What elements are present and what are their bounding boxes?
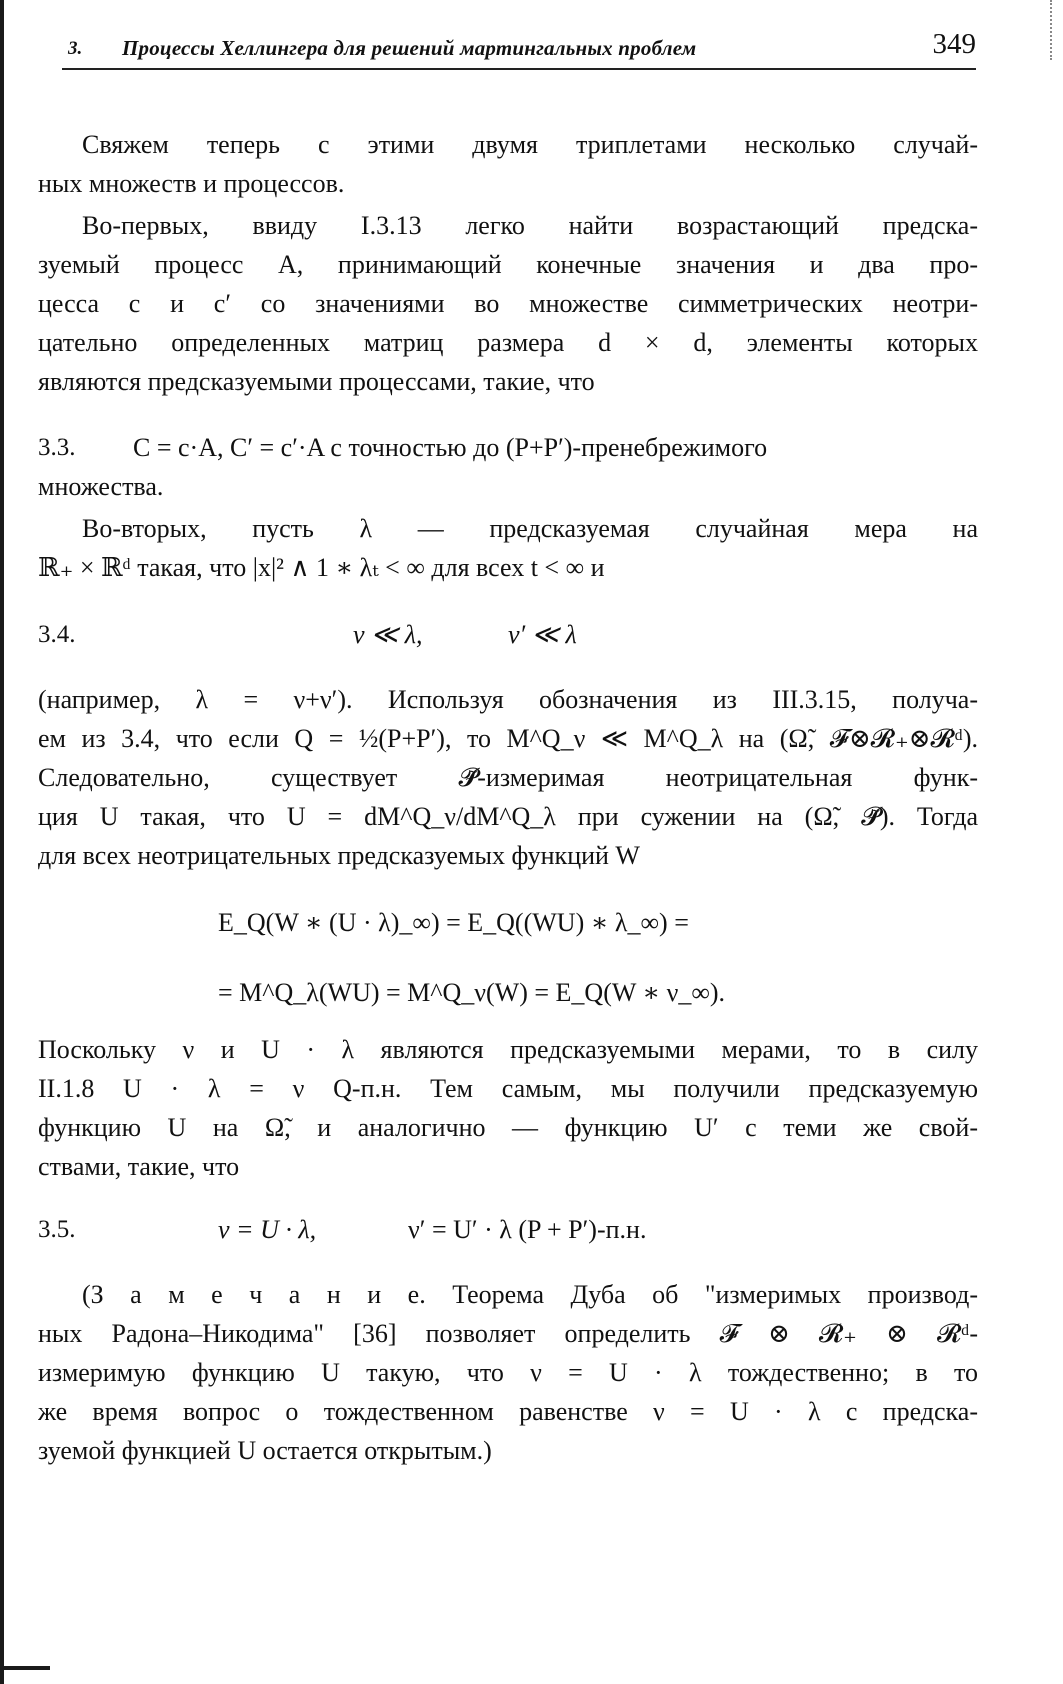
header-rule	[62, 68, 976, 70]
display-equation-2: = M^Q_λ(WU) = M^Q_ν(W) = E_Q(W ∗ ν_∞).	[218, 978, 726, 1007]
text-line: для всех неотрицательных предсказуемых функций W	[38, 841, 640, 870]
text-line: II.1.8 U · λ = ν Q-п.н. Тем самым, мы получили предсказуемую	[38, 1074, 978, 1103]
remark-line: измеримую функцию U такую, что ν = U · λ тождественно; в то	[38, 1358, 978, 1387]
text-line: множества.	[38, 472, 164, 501]
equation-3-4-right: ν′ ≪ λ	[508, 620, 577, 649]
text-line: цательно определенных матриц размера d × d, элементы которых	[38, 328, 978, 357]
equation-3-5-right: ν′ = U′ · λ (P + P′)-п.н.	[408, 1215, 647, 1244]
text-line: Во-первых, ввиду I.3.13 легко найти возрастающий предска-	[82, 211, 978, 240]
scan-edge-dots	[1050, 0, 1055, 60]
text-line: являются предсказуемыми процессами, такие, что	[38, 367, 595, 396]
text-line: Во-вторых, пусть λ — предсказуемая случайная мера на	[82, 514, 978, 543]
text-line: ных множеств и процессов.	[38, 169, 345, 198]
equation-label-3-4: 3.4.	[38, 621, 76, 648]
equation-3-5-left: ν = U · λ,	[218, 1215, 317, 1244]
text-line: ция U такая, что U = dM^Q_ν/dM^Q_λ при сужении на (Ω̃, 𝓟̃). Тогда	[38, 802, 978, 831]
remark-line: же время вопрос о тождественном равенстве ν = U · λ с предска-	[38, 1397, 978, 1426]
equation-3-4-left: ν ≪ λ,	[353, 620, 423, 649]
text-line: (например, λ = ν+ν′). Используя обозначения из III.3.15, получа-	[38, 685, 978, 714]
text-line: ствами, такие, что	[38, 1152, 240, 1181]
header-section-number: 3.	[68, 38, 83, 59]
page-bottom-edge-mark	[0, 1666, 50, 1670]
text-line: ем из 3.4, что если Q = ½(P+P′), то M^Q_ν ≪ M^Q_λ на (Ω̃, 𝓕⊗𝓡₊⊗𝓡ᵈ).	[38, 724, 978, 753]
header-title: Процессы Хеллингера для решений мартингальных проблем	[122, 36, 697, 60]
text-line: функцию U на Ω̃, и аналогично — функцию U′ с теми же свой-	[38, 1113, 978, 1142]
remark-line: ных Радона–Никодима" [36] позволяет определить 𝓕 ⊗ 𝓡₊ ⊗ 𝓡ᵈ-	[38, 1319, 978, 1348]
display-equation-1: E_Q(W ∗ (U · λ)_∞) = E_Q((WU) ∗ λ_∞) =	[218, 908, 689, 937]
remark-line: (З а м е ч а н и е. Теорема Дуба об "измеримых производ-	[82, 1280, 978, 1309]
text-line: ℝ₊ × ℝᵈ такая, что |x|² ∧ 1 ∗ λₜ < ∞ для всех t < ∞ и	[38, 553, 605, 582]
page-number: 349	[932, 28, 976, 60]
equation-label-3-5: 3.5.	[38, 1216, 76, 1243]
text-line: Свяжем теперь с этими двумя триплетами несколько случай-	[82, 130, 978, 159]
text-line: цесса c и c′ со значениями во множестве симметрических неотри-	[38, 289, 978, 318]
text-line: Поскольку ν и U · λ являются предсказуемыми мерами, то в силу	[38, 1035, 978, 1064]
equation-label-3-3: 3.3.	[38, 434, 76, 461]
running-header	[62, 24, 976, 70]
text-line: зуемый процесс A, принимающий конечные значения и два про-	[38, 250, 978, 279]
text-line: Следовательно, существует 𝓟̃-измеримая неотрицательная функ-	[38, 763, 978, 792]
remark-line: зуемой функцией U остается открытым.)	[38, 1436, 492, 1465]
page-left-edge	[0, 0, 4, 1684]
equation-3-3: C = c·A, C′ = c′·A с точностью до (P+P′)-пренебрежимого	[133, 433, 768, 462]
